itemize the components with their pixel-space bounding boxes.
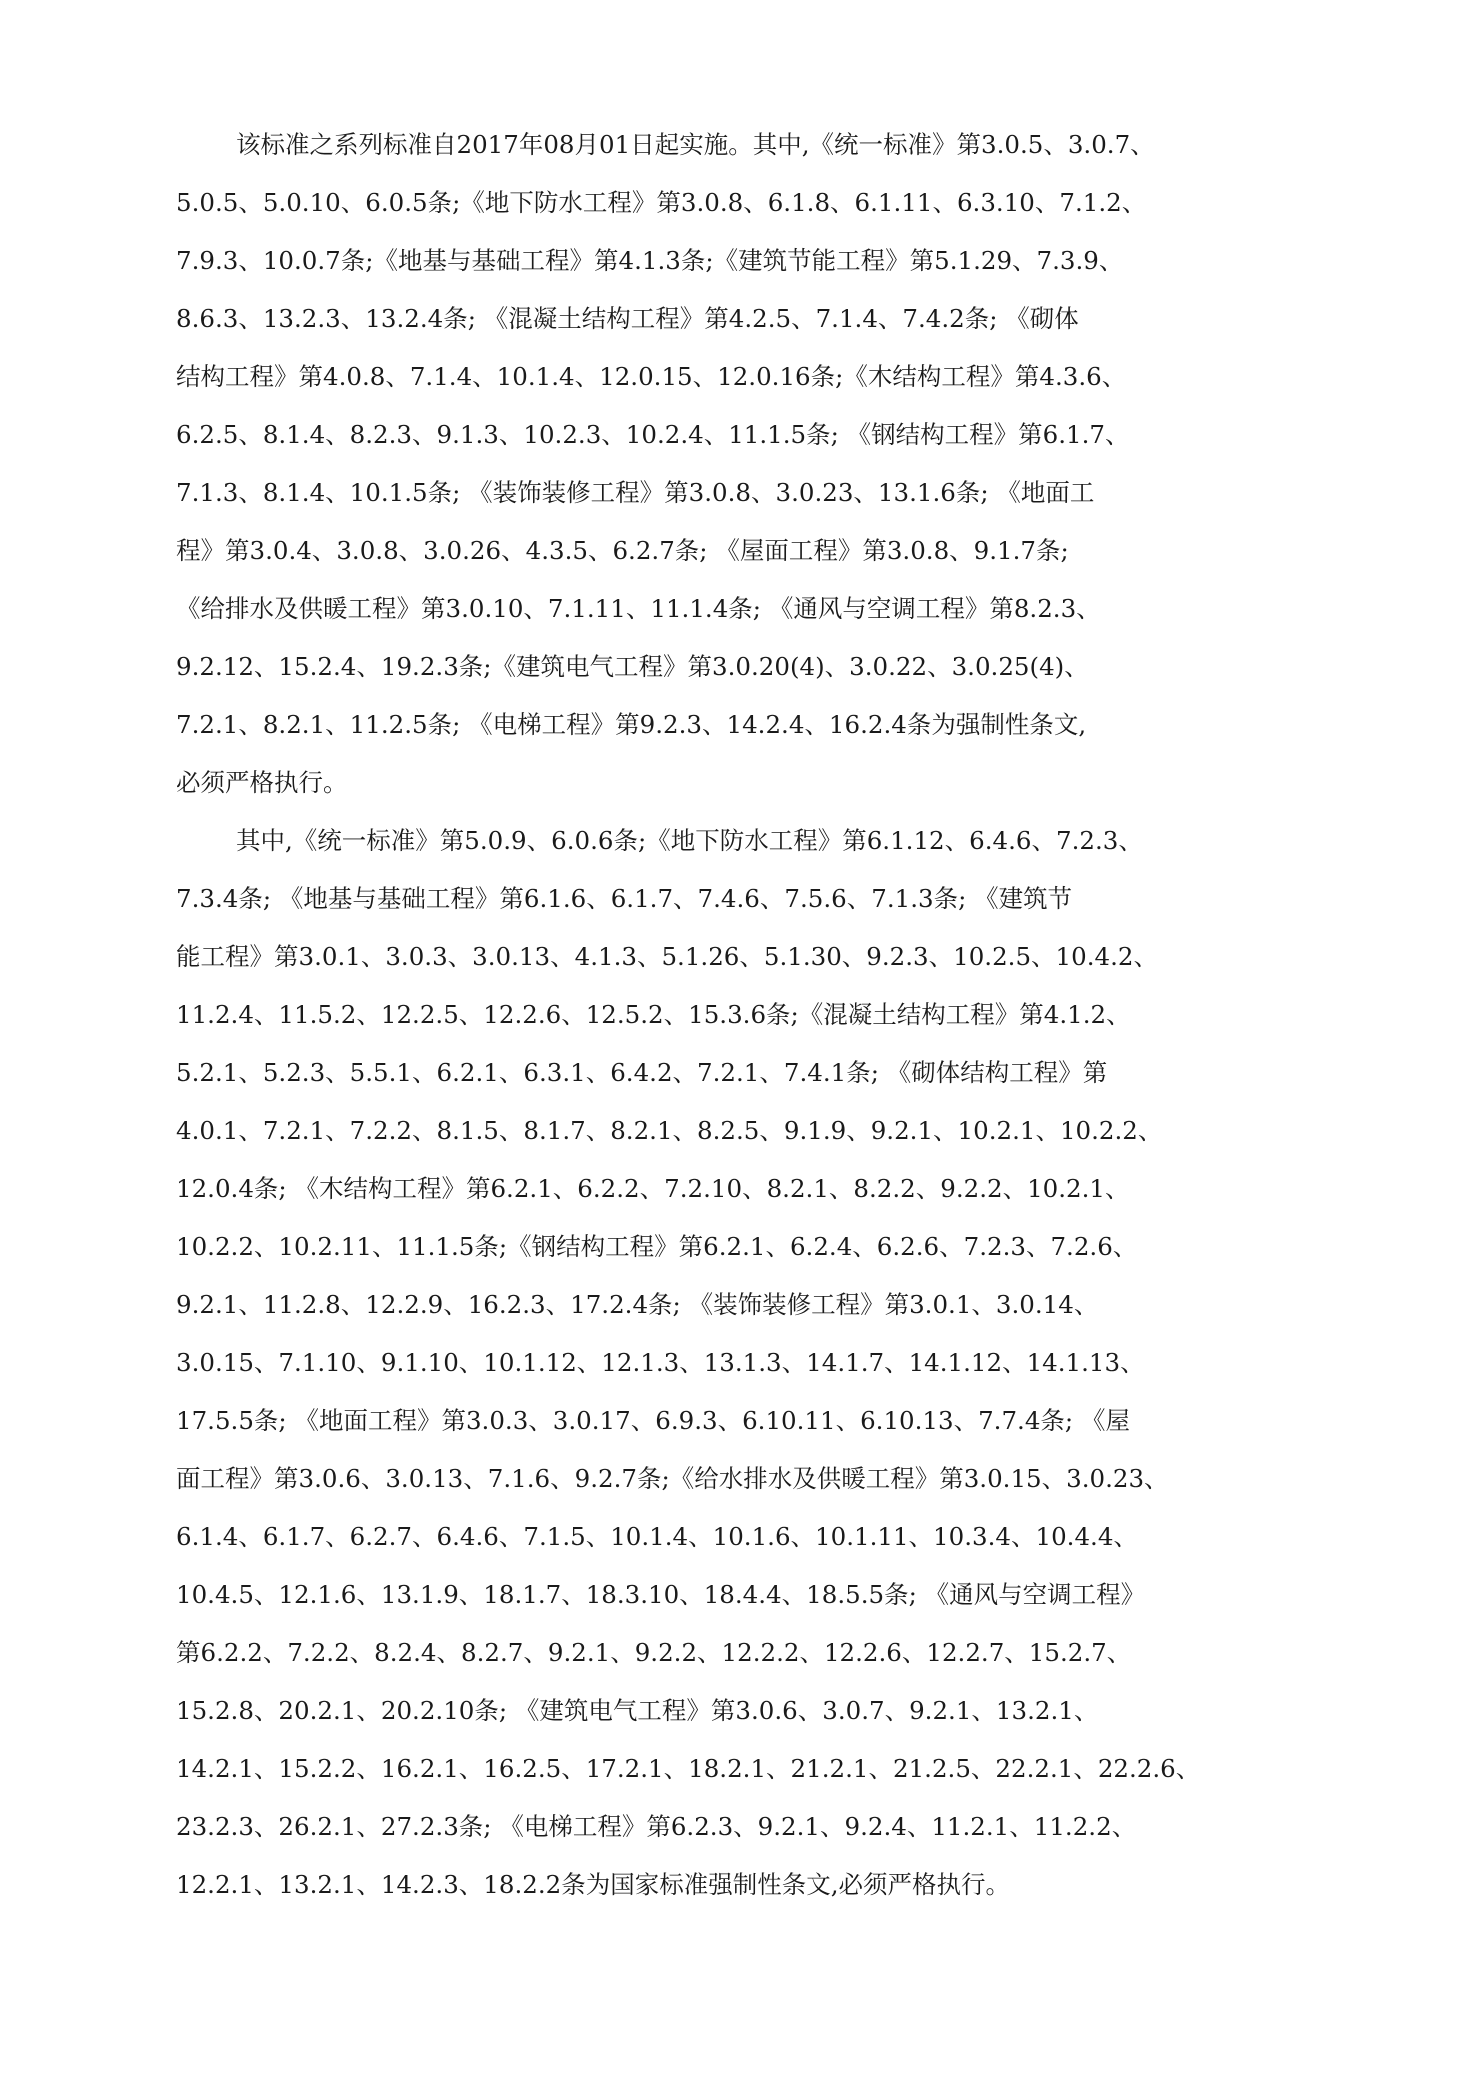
paragraph-line: 15.2.8、20.2.1、20.2.10条; 《建筑电气工程》第3.0.6、3.0.7、9.2.1、13.2.1、 <box>176 1696 1099 1725</box>
paragraph-line: 能工程》第3.0.1、3.0.3、3.0.13、4.1.3、5.1.26、5.1.30、9.2.3、10.2.5、10.4.2、 <box>176 942 1158 971</box>
paragraph-line: 12.2.1、13.2.1、14.2.3、18.2.2条为国家标准强制性条文,必须严格执行。 <box>176 1870 1010 1899</box>
paragraph-2 <box>176 812 1301 1914</box>
paragraph-line: 4.0.1、7.2.1、7.2.2、8.1.5、8.1.7、8.2.1、8.2.5、9.1.9、9.2.1、10.2.1、10.2.2、 <box>176 1116 1163 1145</box>
paragraph-line: 《给排水及供暖工程》第3.0.10、7.1.11、11.1.4条; 《通风与空调工程》第8.2.3、 <box>176 594 1101 623</box>
paragraph-line: 程》第3.0.4、3.0.8、3.0.26、4.3.5、6.2.7条; 《屋面工程》第3.0.8、9.1.7条; <box>176 536 1069 565</box>
paragraph-line: 该标准之系列标准自2017年08月01日起实施。其中,《统一标准》第3.0.5、3.0.7、 <box>236 130 1155 159</box>
paragraph-line: 必须严格执行。 <box>176 768 348 797</box>
paragraph-line: 9.2.1、11.2.8、12.2.9、16.2.3、17.2.4条; 《装饰装修工程》第3.0.1、3.0.14、 <box>176 1290 1099 1319</box>
paragraph-line: 6.1.4、6.1.7、6.2.7、6.4.6、7.1.5、10.1.4、10.1.6、10.1.11、10.3.4、10.4.4、 <box>176 1522 1138 1551</box>
paragraph-line: 6.2.5、8.1.4、8.2.3、9.1.3、10.2.3、10.2.4、11.1.5条; 《钢结构工程》第6.1.7、 <box>176 420 1130 449</box>
paragraph-line: 17.5.5条; 《地面工程》第3.0.3、3.0.17、6.9.3、6.10.11、6.10.13、7.7.4条; 《屋 <box>176 1406 1130 1435</box>
paragraph-line: 7.3.4条; 《地基与基础工程》第6.1.6、6.1.7、7.4.6、7.5.6、7.1.3条; 《建筑节 <box>176 884 1073 913</box>
paragraph-line: 面工程》第3.0.6、3.0.13、7.1.6、9.2.7条;《给水排水及供暖工程》第3.0.15、3.0.23、 <box>176 1464 1169 1493</box>
paragraph-1 <box>176 116 1301 812</box>
paragraph-line: 10.2.2、10.2.11、11.1.5条;《钢结构工程》第6.2.1、6.2.4、6.2.6、7.2.3、7.2.6、 <box>176 1232 1138 1261</box>
paragraph-line: 第6.2.2、7.2.2、8.2.4、8.2.7、9.2.1、9.2.2、12.2.2、12.2.6、12.2.7、15.2.7、 <box>176 1638 1132 1667</box>
paragraph-line: 其中,《统一标准》第5.0.9、6.0.6条;《地下防水工程》第6.1.12、6.4.6、7.2.3、 <box>236 826 1143 855</box>
paragraph-line: 9.2.12、15.2.4、19.2.3条;《建筑电气工程》第3.0.20(4)、3.0.22、3.0.25(4)、 <box>176 652 1089 681</box>
paragraph-line: 7.9.3、10.0.7条;《地基与基础工程》第4.1.3条;《建筑节能工程》第5.1.29、7.3.9、 <box>176 246 1124 275</box>
paragraph-line: 10.4.5、12.1.6、13.1.9、18.1.7、18.3.10、18.4.4、18.5.5条; 《通风与空调工程》 <box>176 1580 1146 1609</box>
paragraph-line: 23.2.3、26.2.1、27.2.3条; 《电梯工程》第6.2.3、9.2.1、9.2.4、11.2.1、11.2.2、 <box>176 1812 1137 1841</box>
paragraph-line: 结构工程》第4.0.8、7.1.4、10.1.4、12.0.15、12.0.16条;《木结构工程》第4.3.6、 <box>176 362 1127 391</box>
paragraph-line: 14.2.1、15.2.2、16.2.1、16.2.5、17.2.1、18.2.1、21.2.1、21.2.5、22.2.1、22.2.6、 <box>176 1754 1201 1783</box>
paragraph-line: 5.0.5、5.0.10、6.0.5条;《地下防水工程》第3.0.8、6.1.8、6.1.11、6.3.10、7.1.2、 <box>176 188 1147 217</box>
paragraph-line: 5.2.1、5.2.3、5.5.1、6.2.1、6.3.1、6.4.2、7.2.1、7.4.1条; 《砌体结构工程》第 <box>176 1058 1108 1087</box>
paragraph-line: 7.2.1、8.2.1、11.2.5条; 《电梯工程》第9.2.3、14.2.4、16.2.4条为强制性条文, <box>176 710 1087 739</box>
paragraph-line: 7.1.3、8.1.4、10.1.5条; 《装饰装修工程》第3.0.8、3.0.23、13.1.6条; 《地面工 <box>176 478 1095 507</box>
paragraph-line: 11.2.4、11.5.2、12.2.5、12.2.6、12.5.2、15.3.6条;《混凝土结构工程》第4.1.2、 <box>176 1000 1131 1029</box>
paragraph-line: 3.0.15、7.1.10、9.1.10、10.1.12、12.1.3、13.1.3、14.1.7、14.1.12、14.1.13、 <box>176 1348 1145 1377</box>
paragraph-line: 8.6.3、13.2.3、13.2.4条; 《混凝土结构工程》第4.2.5、7.1.4、7.4.2条; 《砌体 <box>176 304 1079 333</box>
paragraph-line: 12.0.4条; 《木结构工程》第6.2.1、6.2.2、7.2.10、8.2.1、8.2.2、9.2.2、10.2.1、 <box>176 1174 1130 1203</box>
document-body <box>176 116 1301 1914</box>
